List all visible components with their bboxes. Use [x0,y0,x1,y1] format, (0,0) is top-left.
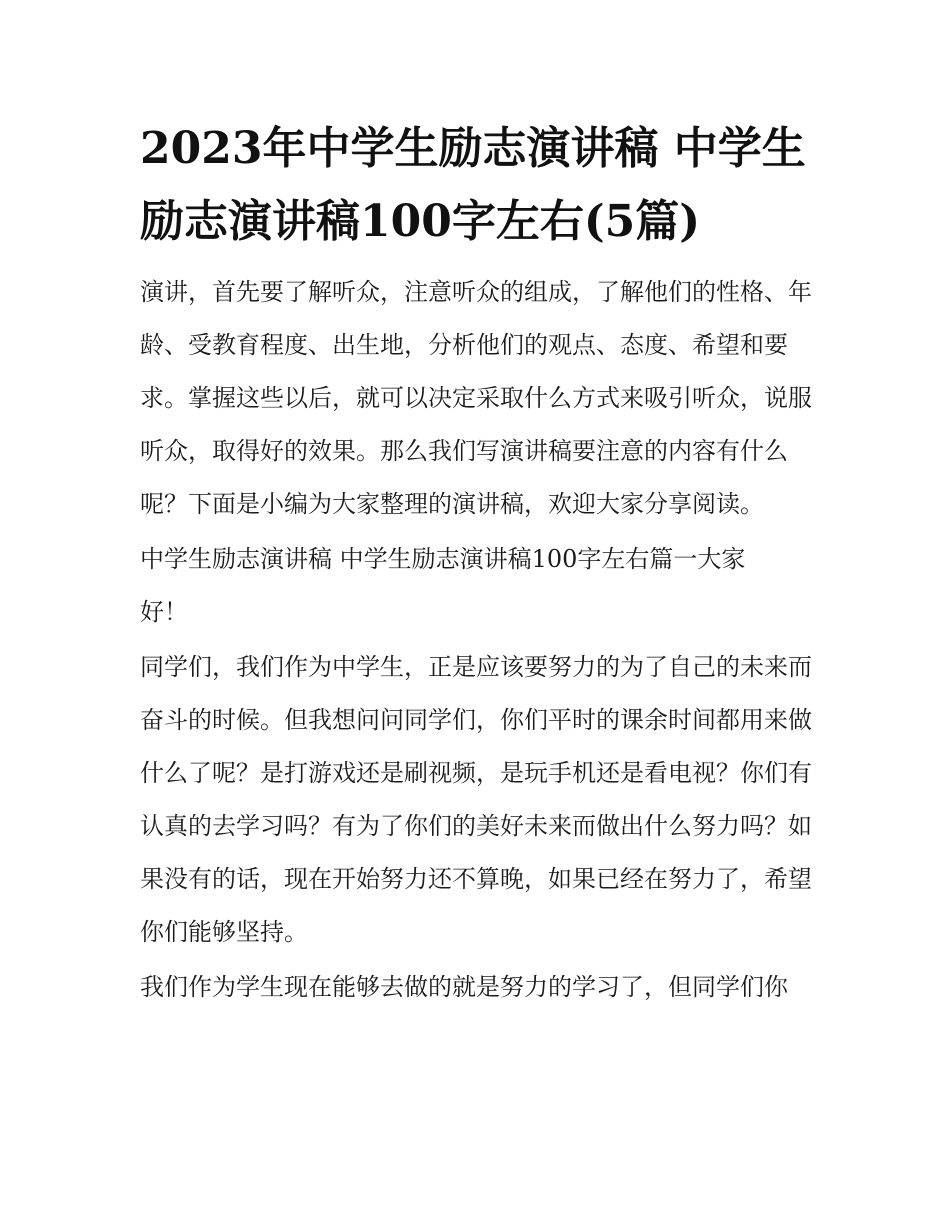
body-paragraph-continued: 我们作为学生现在能够去做的就是努力的学习了，但同学们你 [140,973,788,1001]
intro-paragraph: 演讲，首先要了解听众，注意听众的组成，了解他们的性格、年龄、受教育程度、出生地，分析他们的观点、态度、希望和要求。掌握这些以后，就可以决定采取什么方式来吸引听众，说服听众，取得好的效果。那么我们写演讲稿要注意的内容有什么呢？下面是小编为大家整理的演讲稿，欢迎大家分享阅读。 [140,278,812,518]
document-body [140,112,812,1016]
document-title: 2023年中学生励志演讲稿 中学生励志演讲稿100字左右(5篇) [140,123,806,247]
body-paragraph: 同学们，我们作为中学生，正是应该要努力的为了自己的未来而奋斗的时候。但我想问问同学们，你们平时的课余时间都用来做什么了呢？是打游戏还是刷视频，是玩手机还是看电视？你们有认真的去学习吗？有为了你们的美好未来而做出什么努力吗？如果没有的话，现在开始努力还不算晚，如果已经在努力了，希望你们能够坚持。 [140,653,812,946]
section-heading-paragraph: 中学生励志演讲稿 中学生励志演讲稿100字左右篇一大家好！ [140,545,746,626]
